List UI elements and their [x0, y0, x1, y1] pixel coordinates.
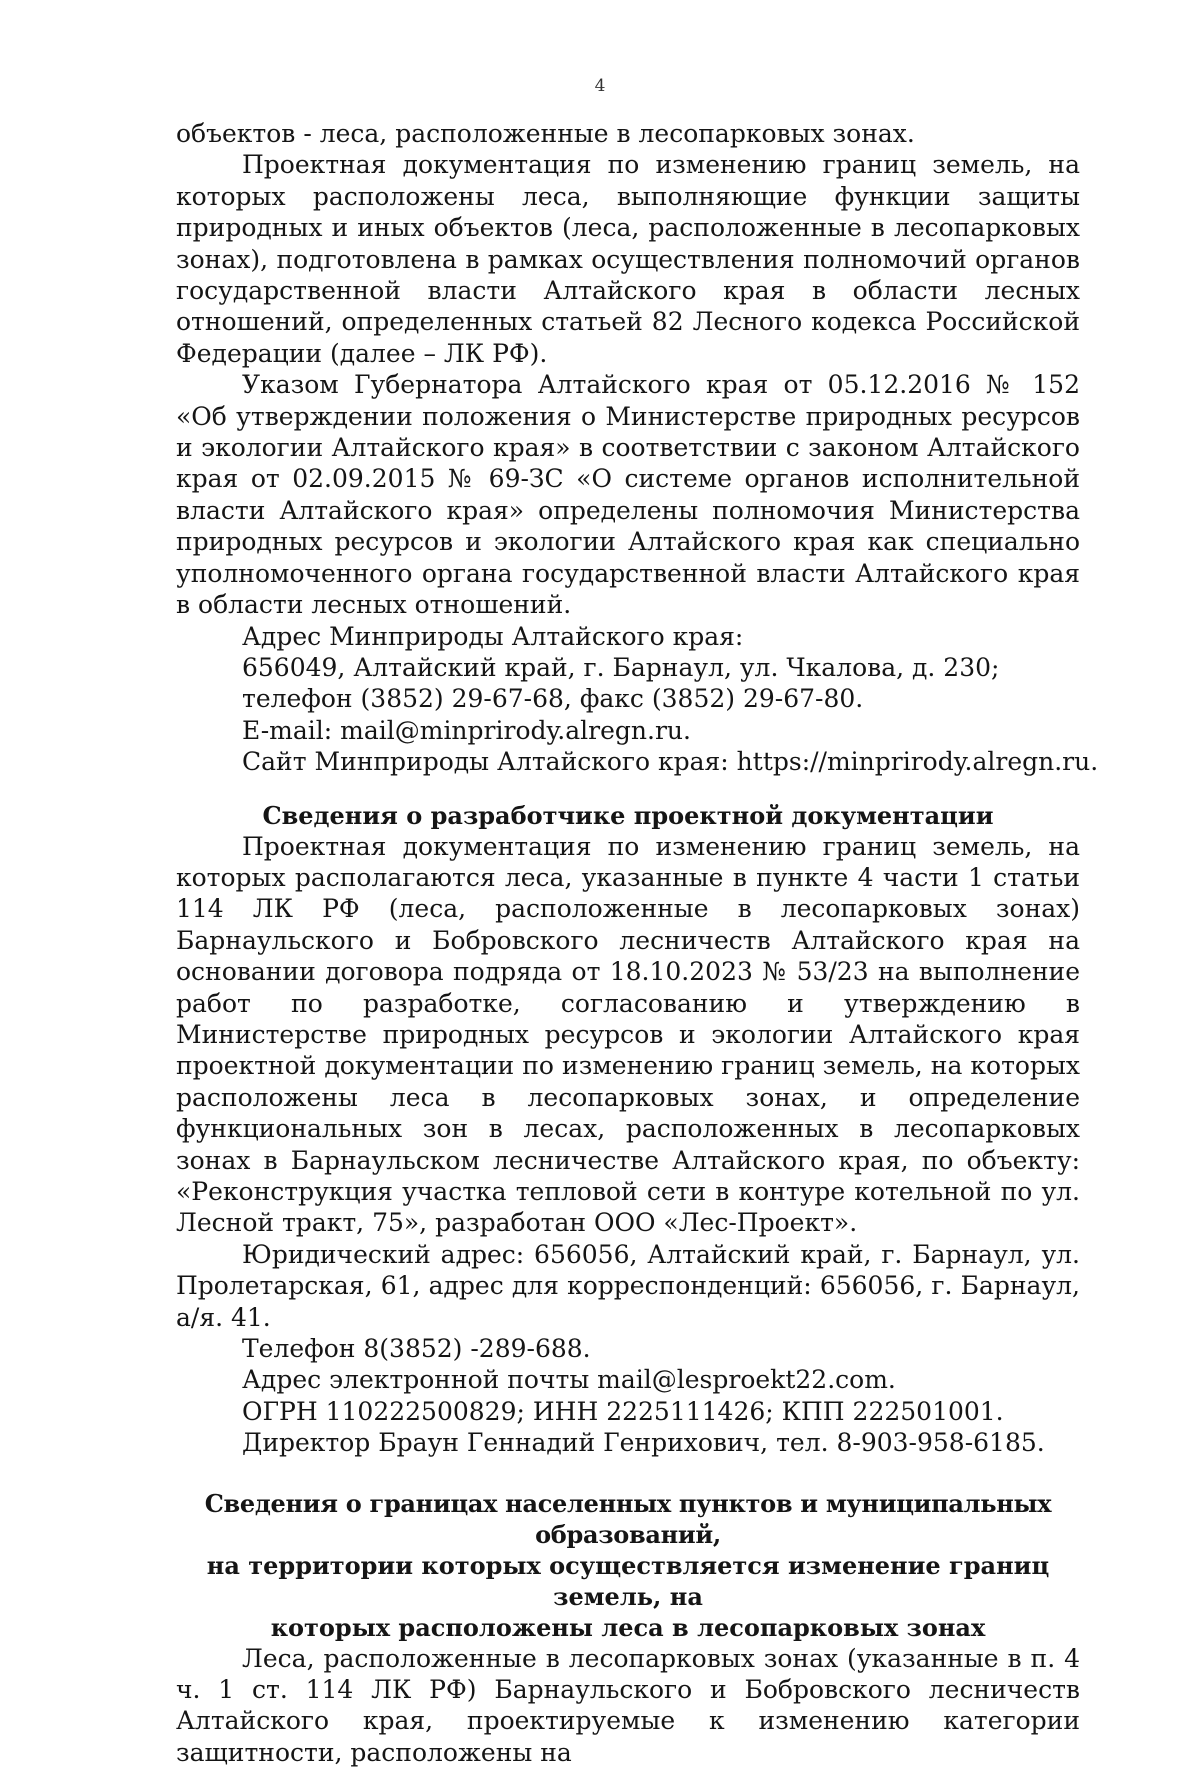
ministry-contacts: [176, 621, 1099, 778]
ministry-address: 656049, Алтайский край, г. Барнаул, ул. Чкалова, д. 230;: [242, 652, 1000, 682]
paragraph-project-documentation: Проектная документация по изменению границ земель, на которых расположены леса, выполняющие функции защиты природных и иных объектов (леса, расположенные в лесопарковых зонах), подготовлена в рамках осуществления полномочий органов государственной власти Алтайского края в области лесных отношений, определенных статьей 82 Лесного кодекса Российской Федерации (далее – ЛК РФ).: [176, 150, 1080, 368]
section-heading-line: на территории которых осуществляется изменение границ земель, на: [206, 1550, 1050, 1611]
section-heading-developer: Сведения о разработчике проектной документации: [262, 800, 994, 830]
developer-email: Адрес электронной почты mail@lesproekt22.com.: [242, 1365, 896, 1395]
paragraph-developer-info: Проектная документация по изменению границ земель, на которых располагаются леса, указанные в пункте 4 части 1 статьи 114 ЛК РФ (леса, расположенные в лесопарковых зонах) Барнаульского и Бобровского лесничеств Алтайского края на основании договора подряда от 18.10.2023 № 53/23 на выполнение работ по разработке, согласованию и утверждению в Министерстве природных ресурсов и экологии Алтайского края проектной документации по изменению границ земель, на которых расположены леса в лесопарковых зонах, и определение функциональных зон в лесах, расположенных в лесопарковых зонах в Барнаульском лесничестве Алтайского края, по объекту: «Реконструкция участка тепловой сети в контуре котельной по ул. Лесной тракт, 75», разработан ООО «Лес-Проект».: [176, 831, 1080, 1238]
page-number: 4: [594, 76, 606, 96]
ministry-email: E-mail: mail@minprirody.alregn.ru.: [242, 715, 691, 745]
developer-director: Директор Браун Геннадий Генрихович, тел. 8-903-958-6185.: [242, 1428, 1045, 1458]
document-body: [176, 118, 1099, 1768]
section-heading-line: Сведения о границах населенных пунктов и муниципальных образований,: [204, 1488, 1052, 1549]
ministry-phone: телефон (3852) 29-67-68, факс (3852) 29-67-80.: [242, 684, 864, 714]
paragraph-continuation: объектов - леса, расположенные в лесопарковых зонах.: [176, 119, 915, 148]
developer-phone: Телефон 8(3852) -289-688.: [242, 1334, 591, 1364]
developer-registration: ОГРН 110222500829; ИНН 2225111426; КПП 222501001.: [242, 1396, 1004, 1426]
paragraph-forest-location: Леса, расположенные в лесопарковых зонах (указанные в п. 4 ч. 1 ст. 114 ЛК РФ) Барнаульского и Бобровского лесничеств Алтайского края, проектируемые к изменению категории защитности, расположены на: [176, 1643, 1080, 1767]
paragraph-legal-address: Юридический адрес: 656056, Алтайский край, г. Барнаул, ул. Пролетарская, 61, адрес для корреспонденций: 656056, г. Барнаул, а/я. 41.: [176, 1239, 1080, 1332]
section-heading-boundaries: [176, 1488, 1080, 1643]
section-heading-line: которых расположены леса в лесопарковых зонах: [270, 1612, 986, 1642]
ministry-website: Сайт Минприроды Алтайского края: https://minprirody.alregn.ru.: [242, 747, 1099, 777]
paragraph-governor-decree: Указом Губернатора Алтайского края от 05.12.2016 № 152 «Об утверждении положения о Министерстве природных ресурсов и экологии Алтайского края» в соответствии с законом Алтайского края от 02.09.2015 № 69-ЗС «О системе органов исполнительной власти Алтайского края» определены полномочия Министерства природных ресурсов и экологии Алтайского края как специально уполномоченного органа государственной власти Алтайского края в области лесных отношений.: [176, 370, 1080, 620]
ministry-address-label: Адрес Минприроды Алтайского края:: [242, 621, 744, 651]
developer-contacts: [176, 1333, 1080, 1459]
